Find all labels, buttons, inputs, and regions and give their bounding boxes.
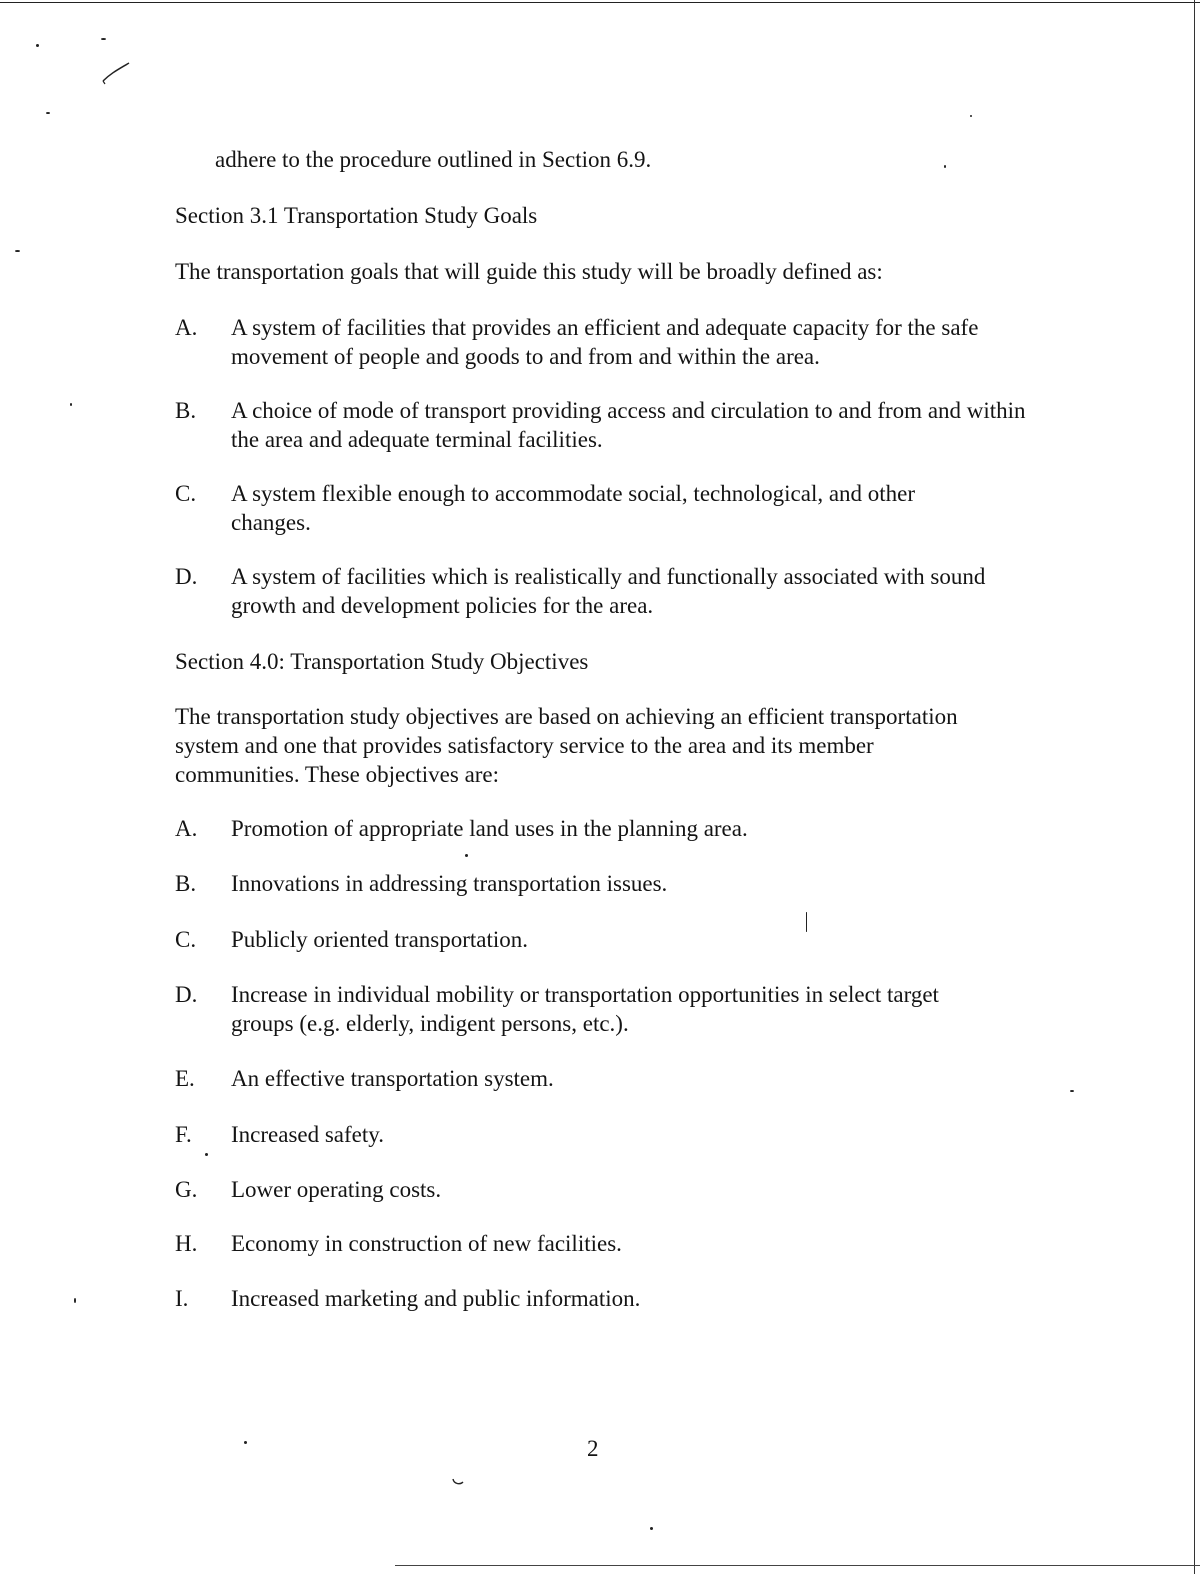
list-item-letter: E. [175, 1066, 195, 1091]
list-item-letter: A. [175, 816, 198, 841]
scan-top-border [0, 2, 1200, 3]
list-item-text: Lower operating costs. [231, 1177, 442, 1202]
list-item-text: A choice of mode of transport providing access and circulation to and from and within the area and adequate terminal facilities. [231, 398, 1026, 452]
list-item-letter: B. [175, 871, 197, 896]
list-item-letter: B. [175, 398, 197, 423]
list-item-letter: F. [175, 1122, 192, 1147]
scan-mark [450, 1476, 466, 1488]
scan-speck [465, 854, 468, 857]
list-item-text: An effective transportation system. [231, 1066, 554, 1091]
list-item-letter: I. [175, 1286, 189, 1311]
list-item-text: Innovations in addressing transportation issues. [231, 871, 668, 896]
list-item-text: Economy in construction of new facilities. [231, 1231, 622, 1256]
scan-speck [70, 403, 72, 406]
list-item-text: A system of facilities that provides an efficient and adequate capacity for the safe movement of people and goods to and from and within the area. [231, 315, 979, 369]
list-item-letter: C. [175, 927, 197, 952]
scan-speck [970, 115, 972, 117]
scan-speck [46, 112, 50, 114]
list-item-letter: C. [175, 481, 197, 506]
list-item-letter: A. [175, 315, 198, 340]
section-heading-objectives: Section 4.0: Transportation Study Objectives [175, 649, 589, 674]
list-item-letter: G. [175, 1177, 198, 1202]
scan-speck [74, 1298, 76, 1303]
scan-speck [244, 1441, 247, 1444]
section-heading-goals: Section 3.1 Transportation Study Goals [175, 203, 538, 228]
scan-bottom-border [395, 1565, 1200, 1566]
list-item-letter: D. [175, 564, 198, 589]
list-item-text: A system of facilities which is realistically and functionally associated with sound growth and development policies for the area. [231, 564, 986, 618]
list-item-text: Publicly oriented transportation. [231, 927, 529, 952]
scan-right-border [1194, 0, 1195, 1574]
list-item-text: Promotion of appropriate land uses in the planning area. [231, 816, 748, 841]
objectives-intro: The transportation study objectives are based on achieving an efficient transportation system and one that provides satisfactory service to the area and its member communities. These objectives are: [175, 704, 958, 787]
list-item-letter: D. [175, 982, 198, 1007]
scan-speck [944, 165, 946, 168]
scan-mark [95, 55, 135, 90]
scan-speck [1070, 1090, 1074, 1092]
scan-speck [650, 1527, 653, 1530]
continuation-text: adhere to the procedure outlined in Section 6.9. [215, 147, 652, 172]
scan-speck [36, 44, 39, 47]
list-item-text: Increase in individual mobility or transportation opportunities in select target groups (e.g. elderly, indigent persons, etc.). [231, 982, 939, 1036]
scan-speck [205, 1153, 208, 1156]
scan-speck [15, 250, 20, 252]
list-item-letter: H. [175, 1231, 198, 1256]
scan-speck [101, 38, 106, 40]
list-item-text: Increased safety. [231, 1122, 385, 1147]
goals-intro: The transportation goals that will guide this study will be broadly defined as: [175, 259, 883, 284]
list-item-text: A system flexible enough to accommodate social, technological, and other changes. [231, 481, 916, 535]
page-number: 2 [587, 1436, 599, 1461]
list-item-text: Increased marketing and public information. [231, 1286, 641, 1311]
